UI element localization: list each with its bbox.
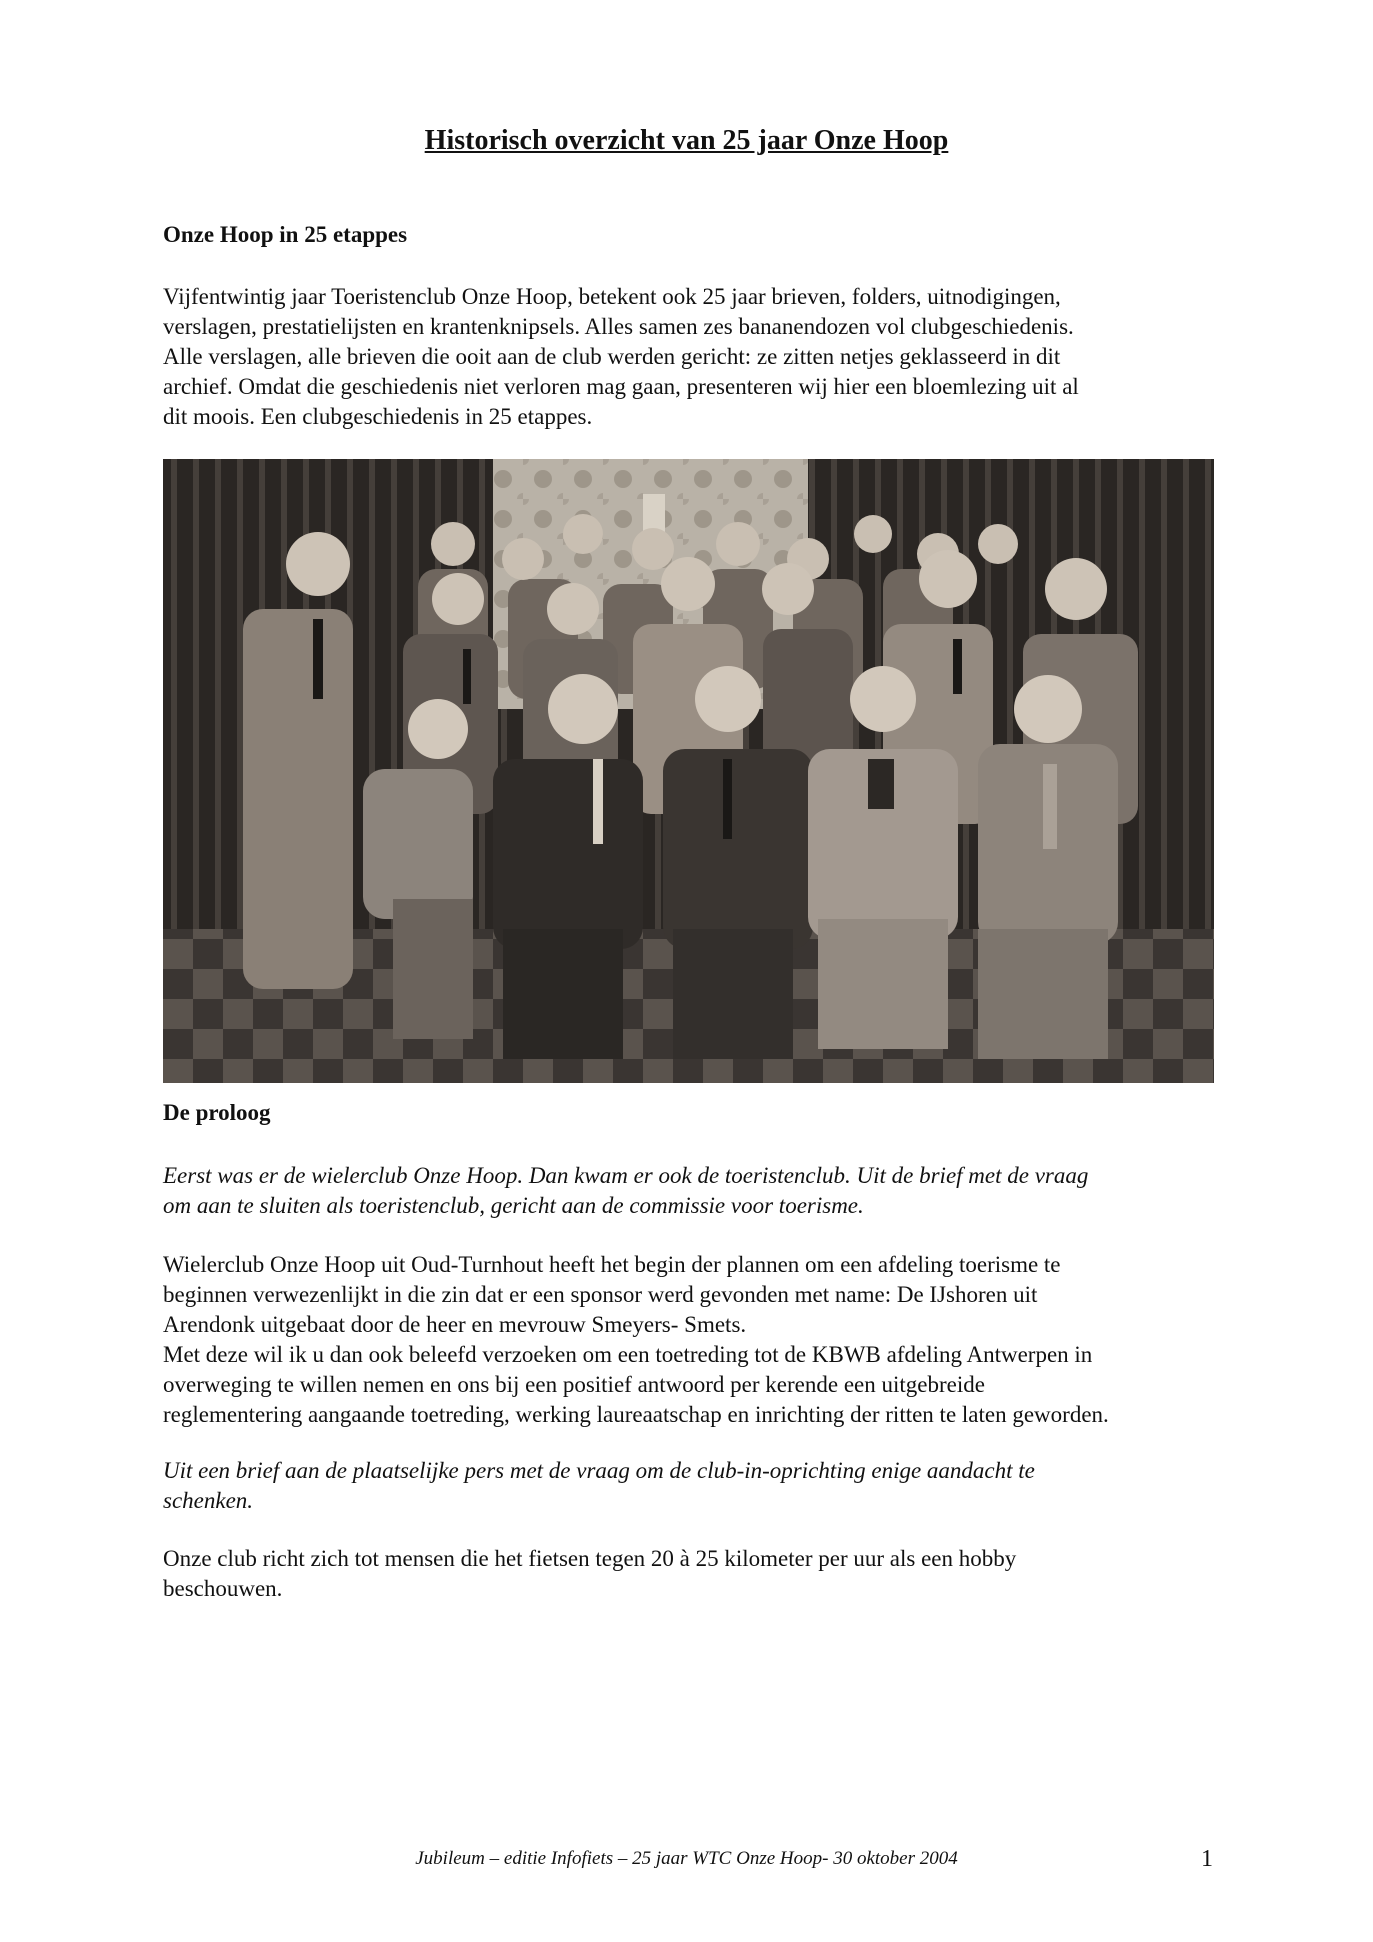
section-heading-etappes: Onze Hoop in 25 etappes [163,222,408,247]
letter-paragraph [163,1250,1213,1430]
text-line: Arendonk uitgebaat door de heer en mevrouw Smeyers- Smets. [163,1312,747,1337]
page-title: Historisch overzicht van 25 jaar Onze Hoop [424,125,949,156]
text-line: overweging te willen nemen en ons bij een positief antwoord per kerende een uitgebreide [163,1372,985,1397]
section-heading-proloog: De proloog [163,1100,271,1125]
page-footer: Jubileum – editie Infofiets – 25 jaar WTC Onze Hoop- 30 oktober 2004 [415,1848,958,1869]
text-line: Wielerclub Onze Hoop uit Oud-Turnhout heeft het begin der plannen om een afdeling toerisme te [163,1252,1061,1277]
text-line: archief. Omdat die geschiedenis niet verloren mag gaan, presenteren wij hier een bloemlezing uit al [163,374,1079,399]
text-line: om aan te sluiten als toeristenclub, gericht aan de commissie voor toerisme. [163,1193,864,1218]
group-photograph [163,459,1214,1083]
quote-paragraph [163,1456,1213,1516]
closing-paragraph [163,1544,1213,1604]
text-line: verslagen, prestatielijsten en krantenknipsels. Alles samen zes bananendozen vol clubgeschiedenis. [163,314,1074,339]
text-line: Onze club richt zich tot mensen die het fietsen tegen 20 à 25 kilometer per uur als een hobby [163,1546,1017,1571]
text-line: Vijfentwintig jaar Toeristenclub Onze Hoop, betekent ook 25 jaar brieven, folders, uitnodigingen, [163,284,1061,309]
quote-paragraph [163,1161,1213,1221]
text-line: Eerst was er de wielerclub Onze Hoop. Dan kwam er ook de toeristenclub. Uit de brief met de vraag [163,1163,1089,1188]
text-line: beschouwen. [163,1576,283,1601]
text-line: dit moois. Een clubgeschiedenis in 25 etappes. [163,404,593,429]
text-line: Alle verslagen, alle brieven die ooit aan de club werden gericht: ze zitten netjes geklasseerd in dit [163,344,1061,369]
text-line: schenken. [163,1488,254,1513]
text-line: reglementering aangaande toetreding, werking laureaatschap en inrichting der ritten te laten geworden. [163,1402,1109,1427]
text-line: beginnen verwezenlijkt in die zin dat er een sponsor werd gevonden met name: De IJshoren uit [163,1282,1038,1307]
text-line: Met deze wil ik u dan ook beleefd verzoeken om een toetreding tot de KBWB afdeling Antwerpen in [163,1342,1093,1367]
text-line: Uit een brief aan de plaatselijke pers met de vraag om de club-in-oprichting enige aandacht te [163,1458,1035,1483]
intro-paragraph [163,282,1213,432]
page-number: 1 [1201,1846,1213,1872]
